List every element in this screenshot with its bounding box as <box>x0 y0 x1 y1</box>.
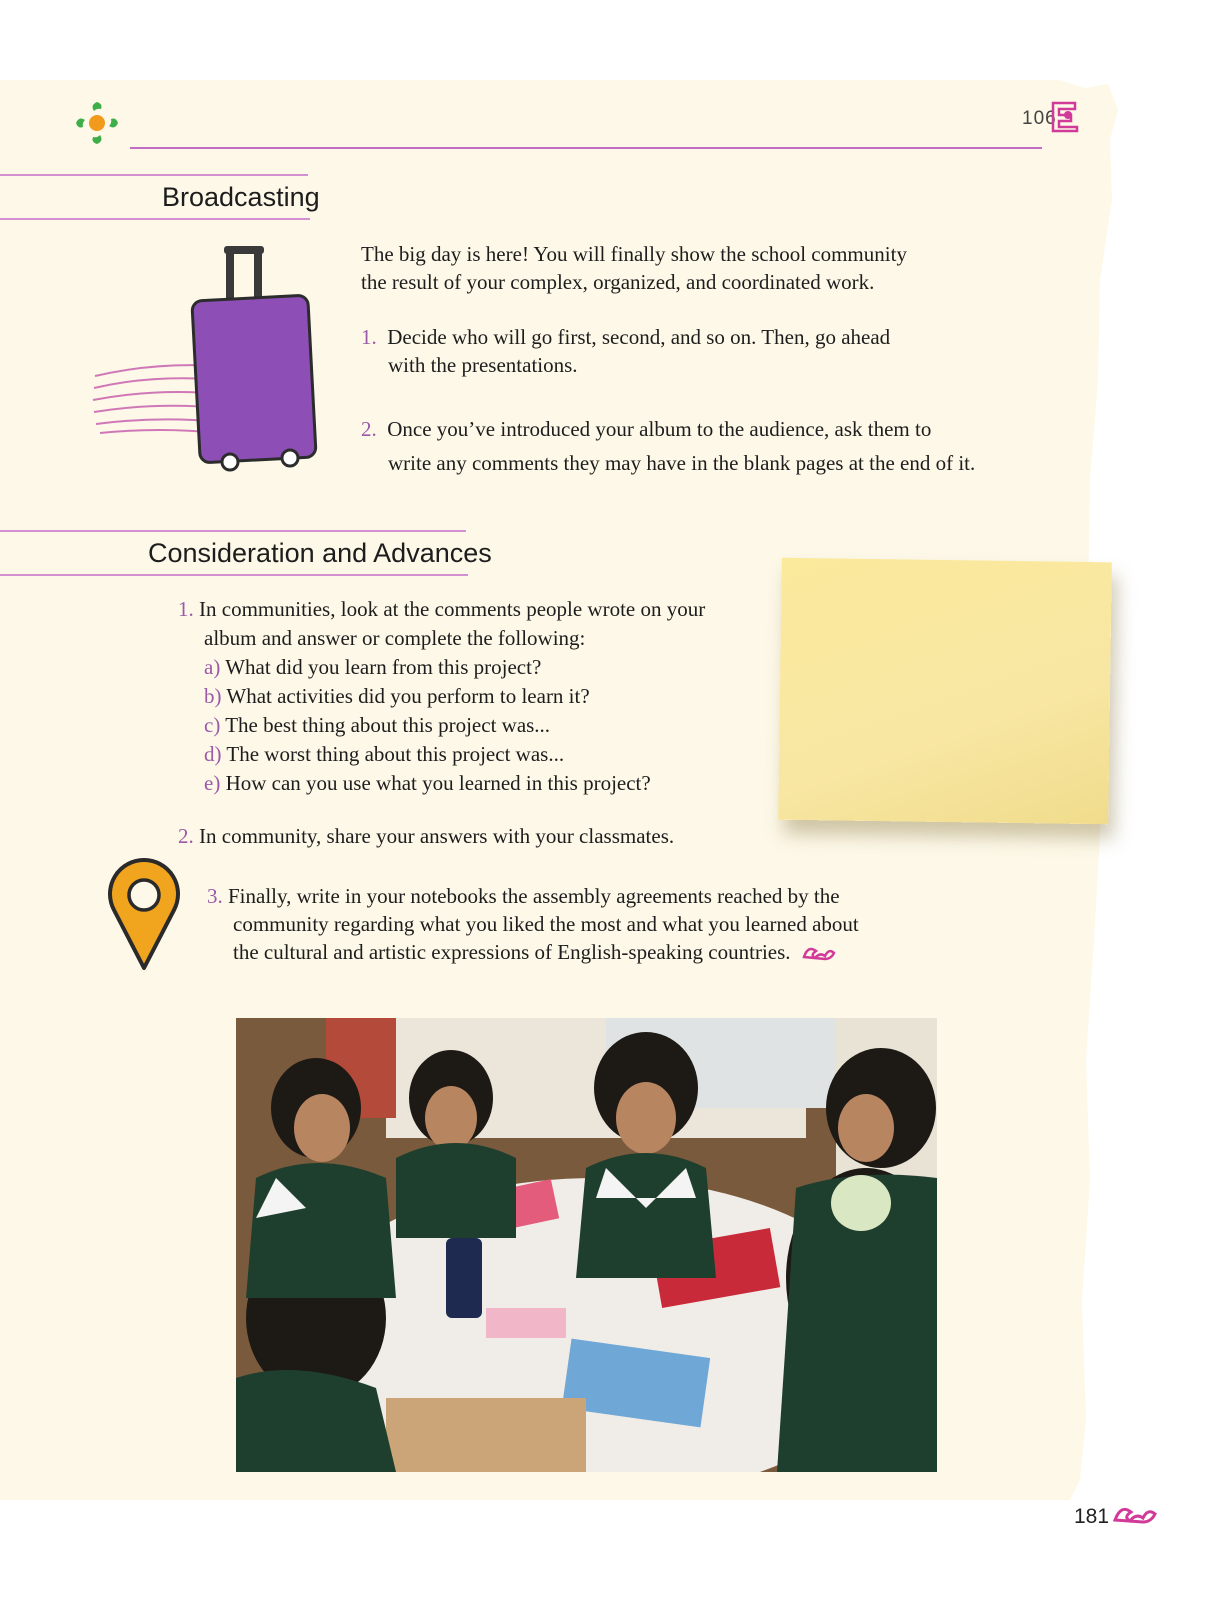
subitem-letter: e) <box>204 771 221 795</box>
item-number: 3. <box>207 884 223 908</box>
location-pin-icon <box>106 858 182 972</box>
page-number: 181 <box>1074 1505 1110 1528</box>
subitem-b <box>178 682 778 711</box>
item-text-cont: album and answer or complete the following: <box>204 626 586 650</box>
consideration-rule-bottom <box>0 574 468 576</box>
subitem-text: What activities did you perform to learn it? <box>226 684 590 708</box>
consideration-item-2 <box>178 822 674 851</box>
broadcasting-rule-bottom <box>0 218 310 220</box>
subitem-text: What did you learn from this project? <box>225 655 542 679</box>
subitem-e <box>178 769 778 798</box>
broadcasting-intro <box>361 240 907 296</box>
broadcasting-rule-top <box>0 174 308 176</box>
broadcasting-item-2 <box>361 412 975 480</box>
classroom-photo <box>236 1018 937 1472</box>
consideration-item-3 <box>207 882 859 966</box>
item-number: 2. <box>361 417 377 441</box>
broadcasting-title: Broadcasting <box>162 182 320 212</box>
subitem-letter: a) <box>204 655 221 679</box>
subitem-letter: d) <box>204 742 222 766</box>
item-text: Decide who will go first, second, and so on. Then, go ahead <box>387 325 891 349</box>
photo-illustration <box>236 1018 937 1472</box>
end-ornament-icon <box>802 943 836 963</box>
header-rule <box>130 147 1042 149</box>
item-text-cont-1: community regarding what you liked the most and what you learned about <box>233 912 859 936</box>
item-number: 1. <box>178 597 194 621</box>
intro-line-1: The big day is here! You will finally show the school community <box>361 242 907 266</box>
subitem-letter: b) <box>204 684 222 708</box>
item-text: Finally, write in your notebooks the assembly agreements reached by the <box>228 884 840 908</box>
item-text-cont: write any comments they may have in the blank pages at the end of it. <box>388 451 976 475</box>
footer-ornament-icon <box>1112 1502 1158 1530</box>
consideration-rule-top <box>0 530 466 532</box>
subitem-text: The best thing about this project was... <box>225 713 551 737</box>
item-text: In communities, look at the comments people wrote on your <box>199 597 706 621</box>
item-text: In community, share your answers with your classmates. <box>199 824 675 848</box>
item-number: 1. <box>361 325 377 349</box>
flower-logo-icon <box>70 98 124 148</box>
subitem-c <box>178 711 778 740</box>
subitem-text: How can you use what you learned in this project? <box>225 771 651 795</box>
broadcasting-item-1 <box>361 323 890 379</box>
subitem-a <box>178 653 778 682</box>
item-text-cont: with the presentations. <box>388 353 578 377</box>
subitem-d <box>178 740 778 769</box>
item-number: 2. <box>178 824 194 848</box>
sticky-note <box>778 558 1112 825</box>
consideration-title: Consideration and Advances <box>148 538 492 568</box>
item-text: Once you’ve introduced your album to the audience, ask them to <box>387 417 932 441</box>
consideration-item-1 <box>178 595 778 798</box>
subitem-letter: c) <box>204 713 221 737</box>
intro-line-2: the result of your complex, organized, and coordinated work. <box>361 270 875 294</box>
pink-ornament-icon <box>1050 100 1080 134</box>
item-text-cont-2: the cultural and artistic expressions of English-speaking countries. <box>233 940 791 964</box>
suitcase-illustration <box>90 240 320 480</box>
header-page-label: 106 <box>1022 108 1057 129</box>
subitem-text: The worst thing about this project was... <box>226 742 565 766</box>
